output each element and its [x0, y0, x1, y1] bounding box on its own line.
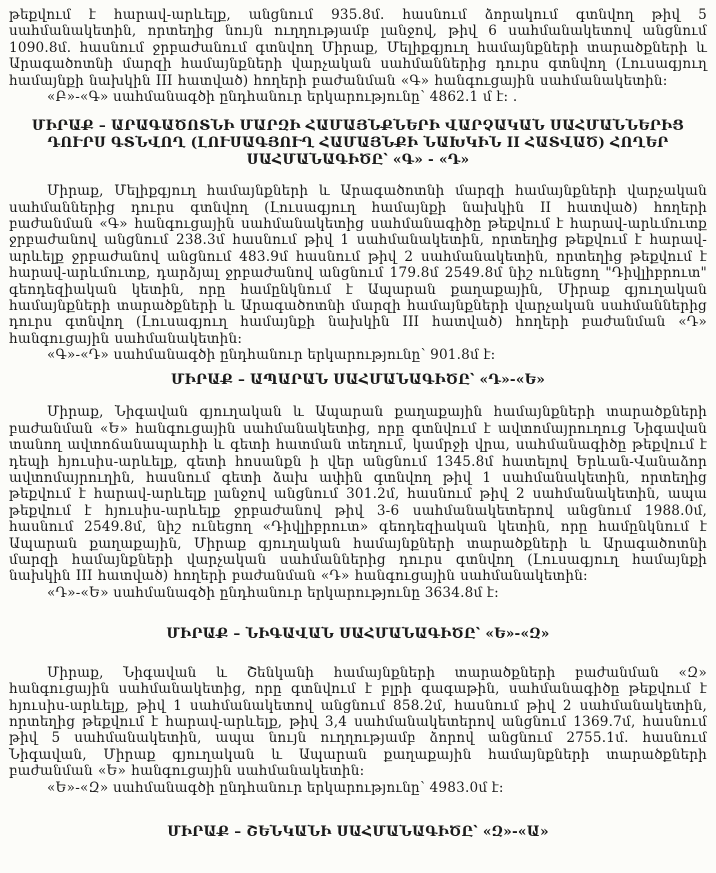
boundary-description-d-e: Միրաք, Նիգավան գյուղական և Ապարան քաղաքային համայնքների տարածքների բաժանման «Ե» հանգուցային սահմանակետից, որը գտնվում է ավտոմայրուղուց Նիգավան տանող ավտոճանապարհի և գետի հատման տեղում, կամրջի վրա, սահմանագիծը թեքվում է դեպի հյուսիս-արևելք, գետի հոսանքն ի վեր անցնում 1345.8մ հատելով Երևան-Վանաձոր ավտոմայրուղին, հասնում գետի ձախ ափին գտնվող թիվ 1 սահմանակետին, որտեղից թեքվում է հարավ-արևելք լանջով անցնում 301.2մ, հասնում թիվ 2 սահմանակետին, ապա թեքվում է հյուսիս-արևելք ջրբաժանով թիվ 3-6 սահմանակետերով անցնում 1988.0մ, հասնում 2549.8մ, նիշ ունեցող «Դիվլիբրուտ» գեոդեզիական կետին, որը համընկնում է Ապարան քաղաքային, Միրաք գյուղական համայնքների տարածքների և Արագածոտնի մարզի համայնքների վարչական սահմաններից դուրս գտնվող (Լուսագյուղ համայնքի նախկին III հատված) հողերի բաժանման «Դ» հանգուցային սահմանակետին: — [9, 404, 707, 585]
section-heading-mirak-nigavan: ՄԻՐԱՔ – ՆԻԳԱՎԱՆ ՍԱՀՄԱՆԱԳԻԾԸ՝ «Ե»-«Զ» — [166, 626, 550, 643]
boundary-description-e-z: Միրաք, Նիգավան և Շենկանի համայնքների տարածքների բաժանման «Զ» հանգուցային սահմանակետից, որը գտնվում է բլրի գագաթին, սահմանագիծը թեքվում է հյուսիս-արևելք, թիվ 1 սահմանակետով անցնում 858.2մ, հասնում թիվ 2 սահմանակետին, որտեղից թեքվում է հարավ-արևելք, թիվ 3,4 սահմանակետերով անցնում 1369.7մ, հասնում թիվ 5 սահմանակետին, ապա նույն ուղղությամբ ձորով անցնում 2755.1մ. հասնում Նիգավան, Միրաք գյուղական և Ապարան քաղաքային համայնքների տարածքների բաժանման «Ե» հանգուցային սահմանակետին: — [9, 664, 707, 780]
paragraph-continuation: թեքվում է հարավ-արևելք, անցնում 935.8մ. հասնում ձորակում գտնվող թիվ 5 սահմանակետին, որտեղից նույն ուղղությամբ լանջով, թիվ 6 սահմանակետով անցնում 1090.8մ. հասնում ջրբաժանում գտնվող Միրաք, Մելիքգյուղ համայնքների տարածքների և Արագածոտնի մարզի համայնքների վարչական սահմաններից դուրս գտնվող (Լուսագյուղ համայնքի նախկին III հատված) հողերի բաժանման «Գ» հանգուցային սահմանակետին: — [9, 7, 707, 89]
boundary-length-line-e-z: «Ե»-«Զ» սահմանագծի ընդհանուր երկարությունը՝ 4983.0մ է: — [47, 779, 504, 796]
boundary-length-line-g-d: «Գ»-«Դ» սահմանագծի ընդհանուր երկարությունը՝ 901.8մ է: — [47, 347, 496, 364]
boundary-length-line-d-e: «Դ»-«Ե» սահմանագծի ընդհանուր երկարությունը 3634.8մ է: — [47, 584, 499, 601]
boundary-description-g-d: Միրաք, Մելիքգյուղ համայնքների և Արագածոտնի մարզի համայնքների վարչական սահմաններից դուրս գտնվող (Լուսագյուղ համայնքի նախկին II հատված) հողերի բաժանման «Գ» հանգուցային սահմանակետից սահմանագիծը թեքվում է հարավ-արևմուտք ջրբաժանով անցնում 238.3մ հասնում թիվ 1 սահմանակետին, որտեղից թեքվում է հարավ-արևելք ջրբաժանով անցնում 483.9մ հասնում թիվ 2 սահմանակետին, որտեղից թեքվում է հարավ-արևմուտք, դարձյալ ջրբաժանով անցնում 179.8մ 2549.8մ նիշ ունեցող "Դիվլիբրուտ" գեոդեզիական կետին, որը համընկնում է Ապարան քաղաքային, Միրաք գյուղական համայնքների տարածքների և Արագածոտնի մարզի համայնքների վարչական սահմաններից դուրս գտնվող (Լուսագյուղ համայնքի նախկին III հատված) հողերի բաժանման «Դ» հանգուցային սահմանակետին: — [9, 183, 707, 347]
section-heading-mirak-aragatsotn: ՄԻՐԱՔ – ԱՐԱԳԱԾՈՏՆԻ ՄԱՐԶԻ ՀԱՄԱՅՆՔՆԵՐԻ ՎԱՐՉԱԿԱՆ ՍԱՀՄԱՆՆԵՐԻՑ ԴՈՒՐՍ ԳՏՆՎՈՂ (ԼՈՒՍԱԳՅՈՒՂ ՀԱՄԱՅՆՔԻ ՆԱԽԿԻՆ II ՀԱՏՎԱԾ) ՀՈՂԵՐ ՍԱՀՄԱՆԱԳԻԾԸ՝ «Գ» - «Դ» — [31, 118, 685, 168]
boundary-length-line-b-g: «Բ»-«Գ» սահմանագծի ընդհանուր երկարությունը՝ 4862.1 մ է: . — [47, 89, 518, 106]
section-heading-mirak-shenkani: ՄԻՐԱՔ – ՇԵՆԿԱՆԻ ՍԱՀՄԱՆԱԳԻԾԸ՝ «Զ»-«Ա» — [167, 824, 549, 840]
section-heading-mirak-aparan: ՄԻՐԱՔ – ԱՊԱՐԱՆ ՍԱՀՄԱՆԱԳԻԾԸ՝ «Դ»-«Ե» — [170, 371, 546, 388]
